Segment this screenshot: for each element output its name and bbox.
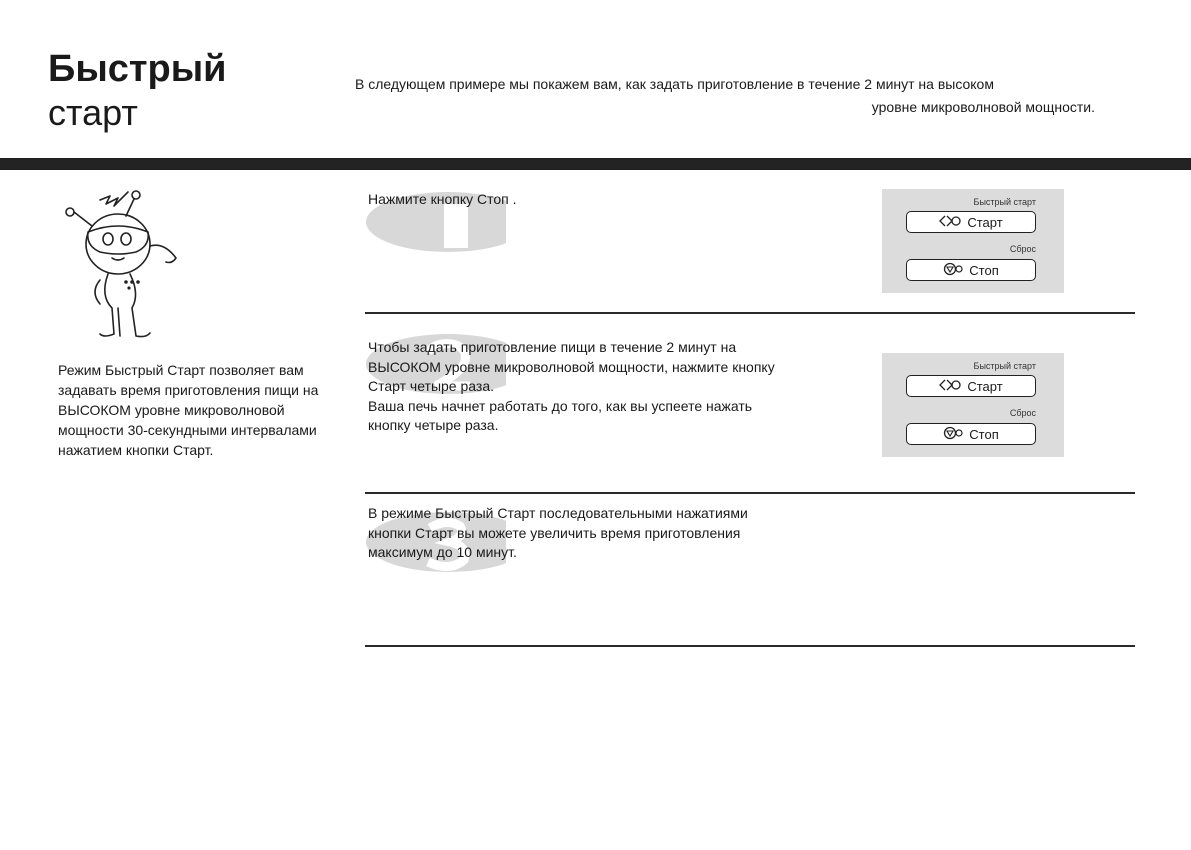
step-1-text: Нажмите кнопку Стоп . xyxy=(368,191,517,207)
step-divider xyxy=(365,312,1135,314)
intro-text-line-2: уровне микроволновой мощности. xyxy=(871,99,1095,115)
stop-button[interactable] xyxy=(906,259,1036,281)
stop-icon xyxy=(943,426,963,443)
step-3-text xyxy=(368,504,748,563)
stop-button-label: Стоп xyxy=(969,262,999,278)
reset-label: Сброс xyxy=(1009,408,1036,418)
step-2-line: кнопку четыре раза. xyxy=(368,417,499,433)
step-divider xyxy=(365,645,1135,647)
step-3-line: кнопки Старт вы можете увеличить время приготовления xyxy=(368,524,741,541)
quick-start-description: Режим Быстрый Старт позволяет вам задавать время приготовления пищи на ВЫСОКОМ уровне микроволновой мощности 30-секундными интервалами нажатием кнопки Старт. xyxy=(58,362,319,458)
step-divider xyxy=(365,492,1135,494)
step-2-text xyxy=(368,338,775,436)
start-button[interactable] xyxy=(906,375,1036,397)
control-panel-2 xyxy=(882,353,1064,457)
intro-text-line-1: В следующем примере мы покажем вам, как задать приготовление в течение 2 минут на высоком xyxy=(355,76,994,92)
step-3-line: максимум до 10 минут. xyxy=(368,544,517,560)
start-icon xyxy=(939,214,961,231)
step-3-line: В режиме Быстрый Старт последовательными нажатиями xyxy=(368,505,748,521)
page-subtitle: старт xyxy=(48,92,138,133)
step-2-line: ВЫСОКОМ уровне микроволновой мощности, нажмите кнопку xyxy=(368,358,775,375)
step-2-line: Чтобы задать приготовление пищи в течение 2 минут на xyxy=(368,339,737,355)
step-2-line: Ваша печь начнет работать до того, как вы успеете нажать xyxy=(368,397,753,414)
stop-button-label: Стоп xyxy=(969,426,999,442)
start-button-label: Старт xyxy=(967,214,1003,230)
stop-button[interactable] xyxy=(906,423,1036,445)
header-divider-bar xyxy=(0,158,1191,170)
start-button[interactable] xyxy=(906,211,1036,233)
step-2-line: Старт четыре раза. xyxy=(368,378,494,394)
start-icon xyxy=(939,378,961,395)
start-button-label: Старт xyxy=(967,378,1003,394)
page-title: Быстрый xyxy=(48,48,227,90)
mascot-illustration xyxy=(60,186,195,346)
quick-start-label: Быстрый старт xyxy=(973,197,1036,207)
quick-start-label: Быстрый старт xyxy=(973,361,1036,371)
stop-icon xyxy=(943,262,963,279)
reset-label: Сброс xyxy=(1009,244,1036,254)
control-panel-1 xyxy=(882,189,1064,293)
